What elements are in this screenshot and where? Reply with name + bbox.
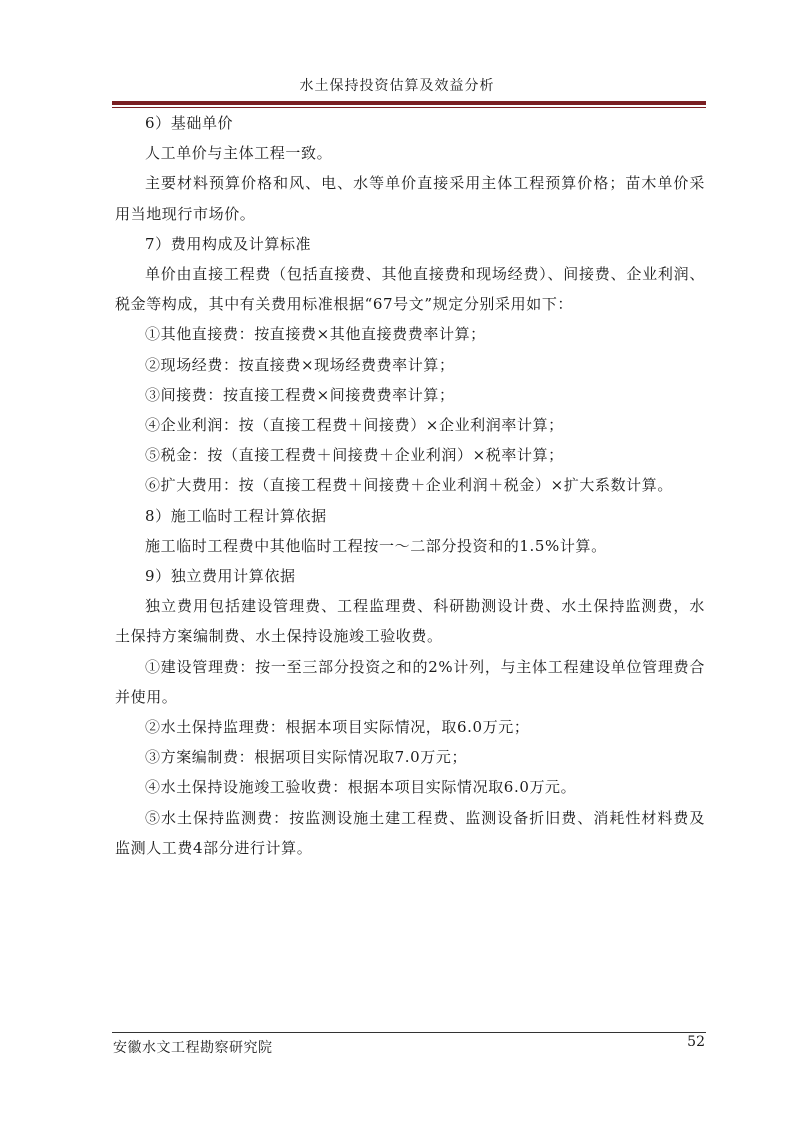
list-item-enterprise-profit: ④企业利润：按（直接工程费＋间接费）×企业利润率计算； [145,416,564,435]
paragraph-temporary-works: 施工临时工程费中其他临时工程按一～二部分投资和的1.5%计算。 [145,536,607,555]
list-item-plan-compilation-fee: ③方案编制费：根据项目实际情况取7.0万元； [145,748,468,767]
header-title: 水土保持投资估算及效益分析 [299,78,495,94]
list-item-construction-management: ①建设管理费：按一至三部分投资之和的2%计列，与主体工程建设单位管理费合并使用。 [115,657,705,706]
paragraph-labor-price: 人工单价与主体工程一致。 [145,144,333,163]
list-item-supervision-fee: ②水土保持监理费：根据本项目实际情况，取6.0万元； [145,718,530,737]
paragraph-cost-composition: 单价由直接工程费（包括直接费、其他直接费和现场经费）、间接费、企业利润、税金等构成，其中有关费用标准根据“67号文”规定分别采用如下： [115,265,705,314]
list-item-expansion-cost: ⑥扩大费用：按（直接工程费＋间接费＋企业利润＋税金）×扩大系数计算。 [145,476,673,495]
paragraph-independent-costs: 独立费用包括建设管理费、工程监理费、科研勘测设计费、水土保持监测费，水土保持方案编制费、水土保持设施竣工验收费。 [115,597,705,646]
heading-basic-unit-price: 6）基础单价 [145,114,234,132]
list-item-other-direct-cost: ①其他直接费：按直接费×其他直接费费率计算； [145,325,486,344]
page-number: 52 [687,1034,705,1050]
heading-temporary-works: 8）施工临时工程计算依据 [145,506,327,525]
footer-organization: 安徽水文工程勘察研究院 [113,1040,273,1056]
list-item-site-cost: ②现场经费：按直接费×现场经费费率计算； [145,355,455,374]
heading-cost-composition: 7）费用构成及计算标准 [145,234,312,253]
footer-rule [112,1032,706,1033]
list-item-indirect-cost: ③间接费：按直接工程费×间接费费率计算； [145,385,455,404]
document-body [115,108,705,863]
list-item-tax: ⑤税金：按（直接工程费＋间接费＋企业利润）×税率计算； [145,446,564,465]
heading-independent-costs: 9）独立费用计算依据 [145,567,296,586]
paragraph-material-price: 主要材料预算价格和风、电、水等单价直接采用主体工程预算价格；苗木单价采用当地现行市场价。 [115,174,705,223]
list-item-acceptance-fee: ④水土保持设施竣工验收费：根据本项目实际情况取6.0万元。 [145,778,577,797]
header-rule-thick [112,101,706,105]
list-item-monitoring-fee: ⑤水土保持监测费：按监测设施土建工程费、监测设备折旧费、消耗性材料费及监测人工费4部分进行计算。 [115,808,705,857]
